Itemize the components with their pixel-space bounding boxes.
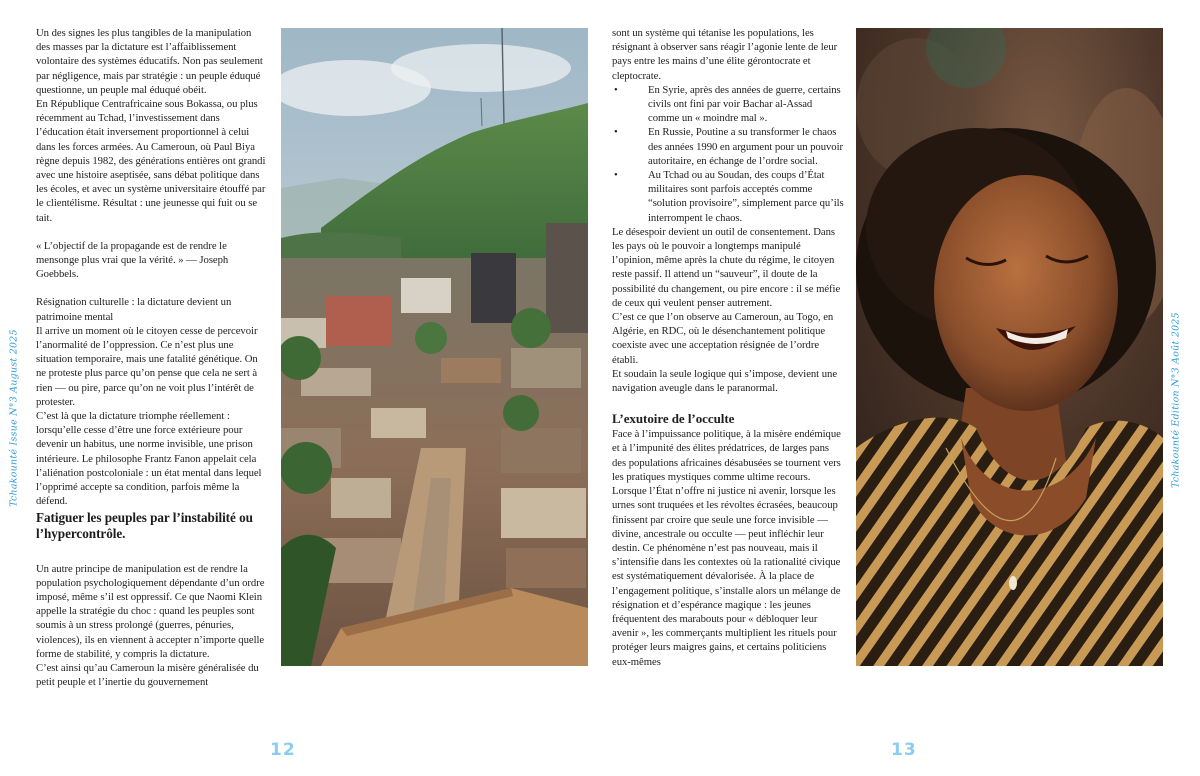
- paragraph: Il arrive un moment où le citoyen cesse de percevoir l’anormalité de l’oppression. Ce n’est plus une situation temporaire, mais une fatalité génétique. On ne proteste plus parce qu’on pense que cela ne sert à rien — ou pire, parce qu’on ne voit plus l’intérêt de protester.: [36, 324, 258, 408]
- left-side-label: Tchakounté Issue N°3 August 2025: [8, 329, 20, 507]
- left-text-column: [36, 26, 268, 689]
- paragraph: sont un système qui tétanise les populations, les résignant à observer sans réagir l’agonie lente de leur pays entre les mains d’une élite gérontocrate et cleptocrate.: [612, 27, 838, 82]
- paragraph: En République Centrafricaine sous Bokassa, ou plus récemment au Tchad, l’investissement dans l’éducation était inversement proportionnel à celui dans les forces armées. Au Cameroun, où Paul Biya règne depuis 1982, des générations entières ont grandi avec une histoire aseptisée, sans débat politique dans les écoles, et avec un système universitaire étouffé par le clientélisme. Résultat : une jeunesse qui fuit ou se tait.: [36, 98, 266, 224]
- section-heading: Fatiguer les peuples par l’instabilité ou l’hypercontrôle.: [36, 509, 253, 541]
- quote: « L’objectif de la propagande est de rendre le mensonge plus vrai que la vérité. » — Joseph Goebbels.: [36, 239, 229, 281]
- paragraph: Un autre principe de manipulation est de rendre la population psychologiquement dépendante d’un ordre imposé, même s’il est oppressif. Ce que Naomi Klein appelle la stratégie du choc : quand les peuples sont soumis à un stress prolongé (guerres, pénuries, violences), ils en viennent à accepter n’importe quelle forme de stabilité, y compris la dictature.: [36, 562, 265, 660]
- bullet-icon: •: [614, 126, 618, 139]
- paragraph: C’est là que la dictature triomphe réellement : lorsqu’elle cesse d’être une force extérieure pour devenir un habitus, une norme invisible, une prison intérieure. Le philosophe Frantz Fanon appelait cela l’aliénation postcoloniale : un état mental dans lequel l’opprimé accepte sa condition, parfois même la défend.: [36, 410, 262, 508]
- paragraph: Face à l’impuissance politique, à la misère endémique et à l’impunité des élites prédatrices, de larges pans des populations africaines désabusées se tournent vers les pratiques mystiques comme ultime recours. Lorsque l’État n’offre ni justice ni avenir, lorsque les urnes sont truquées et les révoltes écrasées, beaucoup finissent par croire que seule une force invisible — divine, ancestrale ou occulte — peut infléchir leur destin. Ce phénomène n’est pas nouveau, mais il s’intensifie dans les contextes où la rationalité civique est systématiquement dévalorisée. À la place de l’engagement politique, s’installe alors un mélange de résignation et d’espérance magique : les jeunes fréquentent des marabouts pour « débloquer leur avenir », les commerçants multiplient les rituels pour protéger leurs maigres gains, et certains politiciens eux-mêmes: [612, 428, 841, 668]
- bullet-item: [612, 83, 844, 126]
- paragraph: C’est ce que l’on observe au Cameroun, au Togo, en Algérie, en RDC, où le désenchantement politique coexiste avec une acceptation résignée de l’ordre établi.: [612, 311, 834, 366]
- paragraph: Et soudain la seule logique qui s’impose, devient une navigation aveugle dans le paranormal.: [612, 367, 838, 395]
- page-number: 12: [270, 740, 296, 760]
- bullet-text: Au Tchad ou au Soudan, des coups d’État militaires sont parfois acceptés comme “solution provisoire”, simplement parce qu’ils interrompent le chaos.: [648, 169, 844, 224]
- right-side-label: Tchakounté Edition N°3 Août 2025: [1170, 312, 1182, 488]
- bullet-item: [612, 125, 844, 168]
- page-13: [600, 0, 1200, 776]
- paragraph: C’est ainsi qu’au Cameroun la misère généralisée du petit peuple et l’inertie du gouvernement: [36, 661, 259, 689]
- bullet-icon: •: [614, 83, 618, 96]
- paragraph: Le désespoir devient un outil de consentement. Dans les pays où le pouvoir a longtemps manipulé l’opinion, même après la chute du régime, le citoyen reste passif. Il attend un “sauveur”, il doute de la possibilité du changement, ou pire encore : il se méfie de ceux qui veulent penser autrement.: [612, 225, 841, 309]
- bullet-text: En Russie, Poutine a su transformer le chaos des années 1990 en argument pour un pouvoir autoritaire, en échange de l’ordre social.: [648, 126, 844, 167]
- section-heading: L’exutoire de l’occulte: [612, 411, 735, 427]
- right-text-column: [612, 26, 844, 669]
- paragraph: Résignation culturelle : la dictature devient un patrimoine mental: [36, 296, 232, 323]
- bullet-text: En Syrie, après des années de guerre, certains civils ont fini par voir Bachar al-Assad comme un « moindre mal ».: [648, 83, 841, 125]
- page-number: 13: [891, 740, 917, 760]
- portrait-photo: [856, 28, 1163, 666]
- city-photo: [281, 28, 588, 666]
- bullet-icon: •: [614, 169, 618, 182]
- bullet-item: [612, 168, 844, 225]
- paragraph: Un des signes les plus tangibles de la manipulation des masses par la dictature est l’affaiblissement volontaire des systèmes éducatifs. Non pas seulement par négligence, mais par stratégie : un peuple éduqué questionne, un peuple mal éduqué obéit.: [36, 27, 263, 96]
